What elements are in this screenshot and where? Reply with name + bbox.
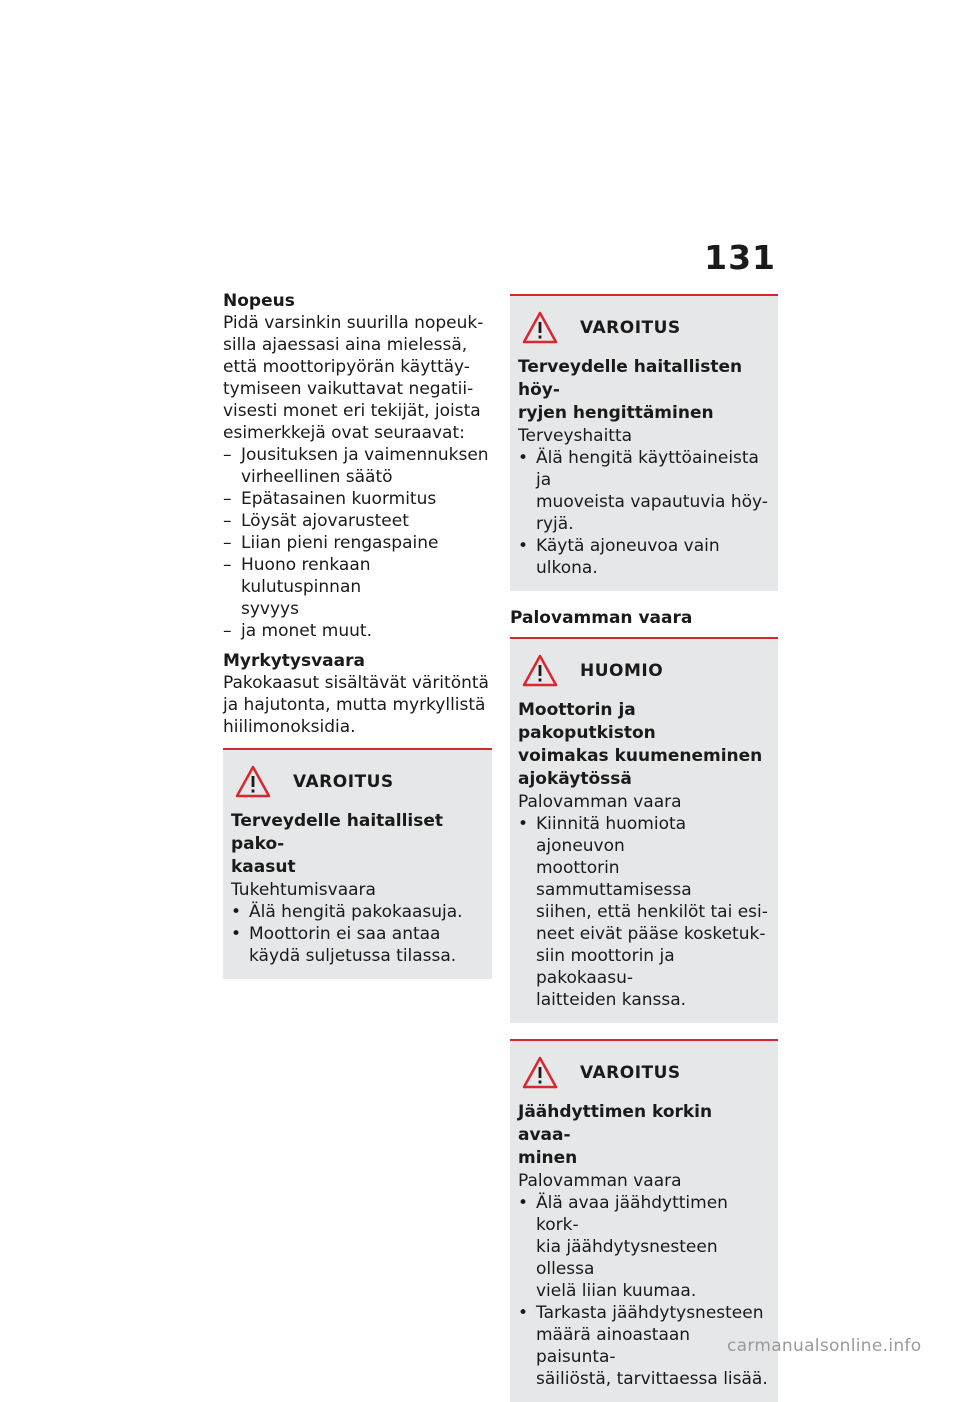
text-line: silla ajaessasi aina mielessä, — [223, 335, 468, 355]
list-item: • Kiinnitä huomiota ajoneuvon moottorin sammuttamisessa siihen, että henkilöt tai esi- neet eivät pääse kosketuk- siin moottorin ja pakokaasu- laitteiden kanssa. — [518, 814, 768, 1010]
warning-box-exhaust — [223, 748, 492, 979]
notice-subtitle: Palovamman vaara — [518, 792, 682, 812]
text-line: visesti monet eri tekijät, joista — [223, 401, 481, 421]
text-line: hiilimonoksidia. — [223, 717, 356, 737]
myrkytys-text — [223, 672, 492, 738]
nopeus-text — [223, 312, 492, 444]
list-item: • Käytä ajoneuvoa vain ulkona. — [518, 536, 720, 578]
left-column — [223, 290, 492, 979]
warning-bullets — [231, 901, 484, 967]
box-header — [518, 649, 770, 693]
warning-triangle-icon — [522, 1056, 558, 1090]
list-item: • Älä hengitä käyttöaineista ja muoveista vapautuvia höy- ryjä. — [518, 448, 768, 534]
warning-bullets — [518, 1192, 770, 1390]
section-heading: Palovamman vaara — [510, 608, 693, 628]
text-line: tymiseen vaikuttavat negatii- — [223, 379, 474, 399]
warning-title: Jäähdyttimen korkin avaa- minen — [518, 1102, 713, 1168]
box-header — [231, 760, 484, 804]
text-line: että moottoripyörän käyttäy- — [223, 357, 470, 377]
text-line: Pakokaasut sisältävät väritöntä — [223, 673, 489, 693]
warning-box-fumes — [510, 294, 778, 591]
list-item: • Tarkasta jäähdytysnesteen määrä ainoastaan paisunta- säiliöstä, tarvittaessa lisää. — [518, 1303, 768, 1389]
list-item: – Epätasainen kuormitus — [223, 489, 437, 509]
warning-triangle-icon — [522, 311, 558, 345]
box-header — [518, 306, 770, 350]
warning-subtitle: Terveyshaitta — [518, 426, 633, 446]
list-item: – Huono renkaan kulutuspinnan syvyys — [223, 555, 371, 619]
text-line: Pidä varsinkin suurilla nopeuk- — [223, 313, 484, 333]
warning-subtitle: Tukehtumisvaara — [231, 880, 376, 900]
notice-bullets — [518, 813, 770, 1011]
page-number: 131 — [704, 238, 776, 277]
warning-triangle-icon — [235, 765, 271, 799]
myrkytys-heading: Myrkytysvaara — [223, 651, 365, 671]
text-line: ja hajutonta, mutta myrkyllistä — [223, 695, 486, 715]
warning-label: VAROITUS — [580, 318, 681, 338]
list-item: • Älä hengitä pakokaasuja. — [231, 902, 463, 922]
notice-box-heat — [510, 637, 778, 1023]
notice-label: HUOMIO — [580, 661, 664, 681]
warning-label: VAROITUS — [293, 772, 394, 792]
box-header — [518, 1051, 770, 1095]
text-line: esimerkkejä ovat seuraavat: — [223, 423, 465, 443]
warning-triangle-icon — [522, 654, 558, 688]
factor-list — [223, 444, 492, 642]
warning-title: Terveydelle haitallisten höy- ryjen hengittäminen — [518, 357, 743, 423]
right-column — [510, 294, 778, 1402]
warning-subtitle: Palovamman vaara — [518, 1171, 682, 1191]
list-item: • Moottorin ei saa antaa käydä suljetussa tilassa. — [231, 924, 457, 966]
list-item: • Älä avaa jäähdyttimen kork- kia jäähdytysnesteen ollessa vielä liian kuumaa. — [518, 1193, 728, 1301]
list-item: – Liian pieni rengaspaine — [223, 533, 439, 553]
nopeus-heading: Nopeus — [223, 291, 295, 311]
list-item: – ja monet muut. — [223, 621, 372, 641]
list-item: – Jousituksen ja vaimennuksen virheellinen säätö — [223, 445, 489, 487]
warning-bullets — [518, 447, 770, 579]
list-item: – Löysät ajovarusteet — [223, 511, 409, 531]
watermark: carmanualsonline.info — [727, 1336, 922, 1356]
notice-title: Moottorin ja pakoputkiston voimakas kuumeneminen ajokäytössä — [518, 700, 763, 789]
warning-label: VAROITUS — [580, 1063, 681, 1083]
warning-title: Terveydelle haitalliset pako- kaasut — [231, 811, 444, 877]
